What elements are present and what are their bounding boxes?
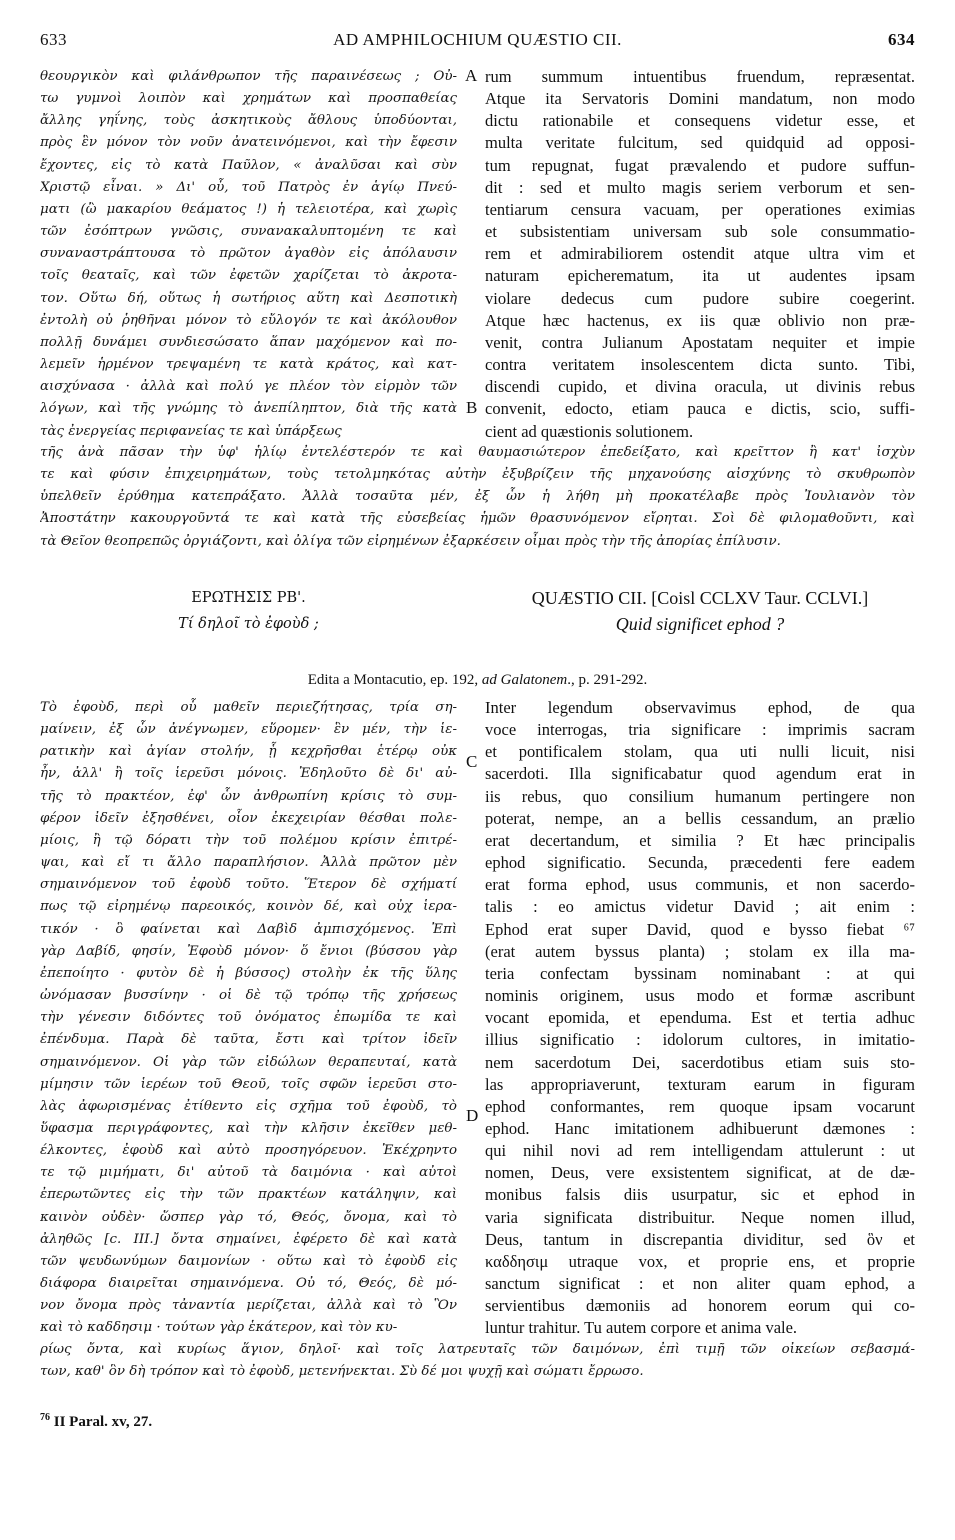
latin-text-line: et subsistentiam universam sub sole consummatio-	[485, 222, 915, 242]
latin-text-line: cient ad quæstionis solutionem.	[485, 421, 694, 441]
greek-text-line: τῆς τὸ πρακτέον, ἐφ' ὧν ἀνθρωπίνη κρίσις τὸ συμ-	[40, 788, 457, 804]
latin-text-line: Atque ita Servatoris Domini mandatum, non modo	[485, 89, 915, 109]
latin-text-line: tum repugnat, fugat prævalendo et pudore suffun-	[485, 155, 915, 175]
latin-text-line: dit : sed et multo magis seriem verborum et sen-	[485, 177, 915, 197]
greek-text-line: ἐντολὴ οὐ ῥηθῆναι μόνον τὸ εὔλογόν τε καὶ ἀκόλουθον	[40, 312, 457, 328]
greek-text-line: ἐπένδυμα. Παρὰ δὲ ταῦτα, ἔστι καὶ τρίτον ἰδεῖν	[40, 1032, 457, 1048]
latin-text-line: convenit, edocto, etiam pauca e dictis, scio, suffi-	[485, 399, 915, 419]
latin-text-line: tentiarum censura vacuam, per operationes eximias	[485, 199, 915, 219]
greek-text-line: πρὸς ἓν μόνον τὸν νοῦν ἀνατεινόμενοι, καὶ τὴν ἔφεσιν	[40, 135, 457, 151]
latin-text-line: Atque hæc hactenus, ex iis quæ oblivio non præ-	[485, 310, 915, 330]
latin-text-line: ephod conformantes, rem quoque ipsam vocarunt	[485, 1096, 915, 1116]
latin-text-line: nominis originem, usus modo et formæ ascribunt	[485, 986, 915, 1006]
greek-text-line: τε καὶ φύσιν ἐπιχειρημάτων, τοὺς τετολμηκότας αὐτὴν ἐξυβρίζειν τῆς μηχανούσης αἰσχύνης τὸ σκυθρωπὸν	[40, 467, 915, 483]
greek-text-line: σημαινόμενον τοῦ ἐφοὺδ τοῦτο. Ἕτερον δὲ σχήματί	[40, 877, 457, 893]
greek-full-width-top	[40, 442, 915, 553]
latin-text-line: rem et admirabiliorem ostendit atque ultra vim et	[485, 244, 915, 264]
footnote-text: II Paral. xv, 27.	[50, 1414, 153, 1430]
latin-text-line: et pontificalem stolam, qua uti nulli licuit, nisi	[485, 742, 915, 762]
greek-text-line: ἦν, ἀλλ' ἢ τοῖς ἱερεῦσι μόνοις. Ἐδηλοῦτο δὲ δι' αὐ-	[40, 766, 457, 782]
greek-text-line: τὰ Θεῖον θεοπρεπῶς ὀργιάζοντι, καὶ ὀλίγα τῶν εἰρημένων ἐξαρκέσειν οἶμαι πρὸς τὴν τῆς ἀπορίας ἐπίλυσιν.	[40, 533, 781, 549]
greek-text-line: τε τῷ μιμήματι, δι' αὐτοῦ τὰ δαιμόνια · καὶ αὐτοὶ	[40, 1165, 457, 1181]
greek-text-line: τῶν ἐσόπτρων γνῶσις, συνανακαλυπτομένη τε καὶ	[40, 224, 457, 240]
footnote	[40, 1412, 152, 1431]
greek-text-line: τὴν γένεσιν διδόντες τοῦ ὀνόματος ἐπωμίδα τε καὶ	[40, 1010, 457, 1026]
greek-text-line: αισχύνασα · ἀλλὰ καὶ πολύ γε πλέον τὸν εἱρμὸν τῶν	[40, 379, 457, 395]
greek-text-line: γὰρ Δαβίδ, φησίν, Ἐφοὺδ μόνον· ὅ ἔνιοι (βύσσου γὰρ	[40, 943, 457, 959]
latin-text-line: Inter legendum observavimus ephod, de qua	[485, 698, 915, 717]
greek-text-line: ματι (ὢ μακαρίου θεάματος !) ἡ τελειοτέρα, καὶ χωρὶς	[40, 201, 457, 217]
edition-note-italic: ad Galatonem	[481, 672, 568, 688]
edition-note-suffix: ., p. 291-292.	[567, 672, 648, 688]
greek-text-line: ψαι, καὶ εἴ τι ἄλλο παραπλήσιον. Ἀλλὰ πρῶτον μὲν	[40, 855, 457, 871]
margin-letter-b: B	[466, 398, 478, 417]
greek-text-line: τοῖς θεαταῖς, καὶ τῶν ἐφετῶν χαρίζεται τὸ ἀκροτα-	[40, 268, 457, 284]
latin-text-line: erat forma ephod, usus communis, et non sacerdo-	[485, 875, 915, 895]
greek-text-line: Τὸ ἐφοὺδ, περὶ οὗ μαθεῖν περιεζήτησας, τρία ση-	[40, 700, 457, 715]
greek-question-subtitle: Τί δηλοῖ τὸ ἐφοὺδ ;	[178, 616, 319, 632]
latin-text-line: naturam epicherematum, ita ut audentes ipsam	[485, 266, 915, 286]
greek-text-line: μίοις, ἢ τῷ δόρατι τὴν τοῦ πολέμου κρίσιν ἐπιτρέ-	[40, 832, 457, 848]
greek-text-line: τον. Οὕτω δή, οὕτως ἡ σωτήριος αὕτη καὶ Δεσποτικὴ	[40, 290, 457, 306]
latin-text-line: ephod. Hanc imitationem adhibuerunt dæmones :	[485, 1118, 915, 1138]
latin-text-line: poterat, nempe, an a bellis cessandum, an prælio	[485, 808, 915, 828]
latin-text-line: erat decertandum, et similia ? Et hæc principalis	[485, 830, 915, 850]
latin-text-line: voce interrogas, tria significare : imprimis sacram	[485, 720, 915, 740]
latin-text-line: contra veritatem insolescentem dicta sunto. Tibi,	[485, 355, 915, 375]
greek-text-line: ὕφασμα περιγράφοντες, καὶ τὴν κλῆσιν ἐκεῖθεν μεθ-	[40, 1120, 457, 1136]
latin-text-line: monibus falsis diis usurpatur, sic et ephod in	[485, 1185, 915, 1205]
latin-text-line: luntur trahitur. Tu autem corpore et anima vale.	[485, 1318, 798, 1338]
latin-text-line: venit, contra Julianum Apostatam nequiter et impie	[485, 332, 915, 352]
greek-question-title: ΕΡΩΤΗΣΙΣ ΡΒ'.	[191, 590, 306, 606]
page-number-right: 634	[888, 30, 915, 49]
greek-text-line: λόγων, καὶ τῆς γνώμης τὸ ἀνεπίληπτον, διὰ τῆς κατὰ	[40, 401, 457, 417]
greek-text-line: Ἀποστάτην κακουργοῦντά τε καὶ κατὰ τῆς εὐσεβείας ἡμῶν θρασυνόμενον εἴρηται. Σοὶ δὲ φιλομαθοῦντι, καὶ	[40, 511, 915, 527]
edition-note-prefix: Edita a Montacutio, ep. 192,	[307, 672, 482, 688]
greek-text-line: λὰς ἀφωρισμένας ἐτίθεντο εἰς σχῆμα τοῦ ἐφοὺδ, τὸ	[40, 1098, 457, 1114]
greek-text-line: ἄλλης γηΐνης, τοὺς ἀσκητικοὺς ἄθλους ὑποδύονται,	[40, 113, 457, 129]
greek-text-line: πολλῇ δυνάμει συνδιεσώσατο ἅπαν μαχόμενον καὶ πο-	[40, 334, 457, 350]
greek-text-line: μίμησιν τῶν ἱερέων τοῦ Θεοῦ, τοῖς σφῶν ἱερεῦσι στο-	[40, 1076, 457, 1092]
greek-text-line: νον ὄνομα πρὸς τἀναντία μερίζεται, ἀλλὰ καὶ τὸ Ὃν	[40, 1298, 457, 1314]
margin-letter-d: D	[466, 1106, 479, 1125]
greek-text-line: ἐπερωτῶντες εἰς τὴν τῶν πρακτέων κατάληψιν, καὶ	[40, 1187, 457, 1203]
greek-text-line: καινὸν οὐδὲν· ὥσπερ γὰρ τό, Θεός, ὄνομα, καὶ τὸ	[40, 1209, 457, 1225]
greek-text-line: διάφορα διαιρεῖται σημαινόμενα. Οὐ τό, Θεός, δὲ μό-	[40, 1276, 457, 1292]
greek-column-top	[40, 66, 457, 443]
greek-text-line: των, καθ' ὃν δὴ τρόπον καὶ τὸ ἐφοὺδ, μετενήνεκται. Σὺ δέ μοι ψυχῇ καὶ σώματι ἔρρωσο.	[40, 1364, 644, 1380]
greek-text-line: θεουργικὸν καὶ φιλάνθρωπον τῆς παραινέσεως ; Οὐ-	[40, 69, 457, 84]
greek-text-line: ἀληθῶς [c. III.] ὄντα σημαίνει, ἐφέρετο δὲ καὶ κατὰ	[40, 1231, 457, 1247]
greek-text-line: τικόν · ὃ φαίνεται καὶ Δαβὶδ ἀμπισχόμενος. Ἐπὶ	[40, 921, 457, 937]
margin-letter-a: A	[465, 66, 478, 85]
latin-text-line: dictu rationabile et consequens videtur esse, et	[485, 111, 915, 131]
latin-text-line: illius significatio : idolorum cultores, in imitatio-	[485, 1030, 915, 1050]
greek-text-line: ρίως ὄντα, καὶ κυρίως ἅγιον, δηλοῖ· καὶ τοῖς λατρευταῖς τῶν δαιμόνων, ἐπὶ τιμῇ τῶν οἰκείων σεβασμά-	[40, 1342, 915, 1357]
edition-note	[0, 672, 955, 689]
greek-column-body	[40, 697, 457, 1340]
latin-text-line: nomen, Deus, vere exsistentem significat, at de dæ-	[485, 1163, 915, 1183]
greek-text-line: μαίνειν, ἐξ ὧν ἀνέγνωμεν, εὕρομεν· ἓν μέν, τὴν ἱε-	[40, 722, 457, 738]
greek-text-line: ἔχοντες, εἰς τὸ κατὰ Παῦλον, « ἀναλῦσαι καὶ σὺν	[40, 157, 457, 173]
greek-text-line: ὑπελθεῖν ἐρύθημα κατεπράξατο. Ἀλλὰ τοσαῦτα μέν, ἐξ ὧν ἡ λήθη μὴ προκατέλαβε πρὸς Ἰουλιανὸν τὸν	[40, 489, 915, 505]
latin-question-title	[485, 588, 915, 609]
greek-text-line: Χριστῷ εἶναι. » Δι' οὗ, τοῦ Πατρὸς ἐν ἁγίῳ Πνεύ-	[40, 179, 457, 195]
greek-text-line: φέρον ἰδεῖν ἐξησθένει, οἷον ἐκεχειρίαν θέσθαι πολε-	[40, 810, 457, 826]
greek-text-line: ὠνόμασαν βυσσίνην · οἱ δὲ τῷ τρόπῳ τῆς χρήσεως	[40, 988, 457, 1004]
latin-text-line: discendi cupido, et divina oracula, ut divinis rebus	[485, 377, 915, 397]
greek-text-line: συναναστράπτουσα τὸ πρῶτον ἀγαθὸν εἰς ἀπόλαυσιν	[40, 246, 457, 262]
latin-column-top	[485, 66, 915, 443]
latin-text-line: καδδησιμ utraque vox, et proprie ens, et proprie	[485, 1251, 915, 1271]
latin-text-line: Ephod erat super David, quod e bysso fiebat ⁶⁷	[485, 919, 915, 939]
latin-column-body	[485, 697, 915, 1340]
latin-text-line: nem sacerdotum Dei, sacerdotibus etiam suis sto-	[485, 1052, 915, 1072]
latin-text-line: ephod significatio. Secunda, præcedenti fere eadem	[485, 853, 915, 873]
running-head	[40, 30, 915, 52]
running-title: AD AMPHILOCHIUM QUÆSTIO CII.	[333, 30, 622, 49]
latin-text-line: servientibus dæmoniis ad honorem eorum qui co-	[485, 1296, 915, 1316]
latin-text-line: varia significata distribuitur. Neque nomen illud,	[485, 1207, 915, 1227]
greek-text-line: πως τῷ εἰρημένῳ παρεοικός, κοινὸν δέ, καὶ οὐχ ἱερα-	[40, 899, 457, 915]
latin-text-line: teria confectam byssinam nominabant : at qui	[485, 963, 915, 983]
latin-text-line: rum summum intuentibus fruendum, repræsentat.	[485, 67, 915, 86]
latin-text-line: (erat autem byssus planta) ; stolam ex illa ma-	[485, 941, 915, 961]
latin-text-line: multa veritate fulcitum, sed quidquid ad opposi-	[485, 133, 915, 153]
greek-text-line: ἐπεποίητο · φυτὸν δὲ ἡ βύσσος) στολὴν ἐκ τῆς ὕλης	[40, 965, 457, 981]
latin-text-line: iis rebus, quo consilium humanum pertingere non	[485, 786, 915, 806]
latin-text-line: qui nihil novi ad rem intelligendam attulerunt : ut	[485, 1141, 915, 1161]
greek-text-line: τω γυμνοὶ λοιπὸν καὶ χρημάτων καὶ προσπαθείας	[40, 91, 457, 107]
greek-text-line: τῆς ἀνὰ πᾶσαν τὴν ὑφ' ἡλίῳ ἐντελέστερόν τε καὶ θαυμασιώτερον ἐπεδείξατο, καὶ κρεῖττον ἢ κατ' ἰσχὺν	[40, 445, 915, 460]
greek-text-line: τῶν ψευδωνύμων δαιμονίων · οὕτω καὶ τὸ ἐφοὺδ εἰς	[40, 1253, 457, 1269]
greek-text-line: λεμεῖν ἡρμένον τρεψαμένη τε κατὰ κράτος, καὶ κατ-	[40, 357, 457, 373]
page-number-left: 633	[40, 30, 67, 49]
latin-question-subtitle: Quid significet ephod ?	[615, 614, 785, 634]
greek-text-line: σημαινόμενον. Οἱ γὰρ τῶν εἰδώλων θεραπευταί, κατὰ	[40, 1054, 457, 1070]
latin-question-title-text: QUÆSTIO CII. [Coisl CCLXV Taur. CCLVI.]	[531, 588, 869, 608]
margin-letter-c: C	[466, 752, 478, 771]
latin-text-line: sacerdoti. Illa significabatur quod agendum erat in	[485, 764, 915, 784]
latin-text-line: sanctum significat : et non aliter quam ephod, a	[485, 1274, 915, 1294]
greek-text-line: καὶ τὸ καδδησιμ · τούτων γὰρ ἑκάτερον, καὶ τὸν κυ-	[40, 1320, 398, 1336]
latin-text-line: Deus, tantum in discrepantia dividitur, sed ὃν et	[485, 1229, 915, 1249]
latin-text-line: las appropriaverunt, texturam earum in figuram	[485, 1074, 915, 1094]
footnote-mark: 76	[40, 1412, 50, 1423]
greek-text-line: έλκοντες, ἐφοὺδ καὶ αὐτὸ προσηγόρευον. Ἐκέχρηντο	[40, 1143, 457, 1159]
greek-text-line: ρατικὴν καὶ ἁγίαν στολήν, ᾗ κεχρῆσθαι ἑτέρῳ οὐκ	[40, 744, 457, 760]
greek-full-width-bottom	[40, 1339, 915, 1383]
latin-text-line: talis : eo amictus videtur David ; ait enim :	[485, 897, 915, 917]
greek-text-line: τὰς ἐνεργείας περιφανείας τε καὶ ὑπάρξεως	[40, 423, 342, 439]
latin-text-line: violare dedecus cum pudore subire coegerint.	[485, 288, 915, 308]
latin-text-line: vocant epomida, et ependuma. Est et tertia adhuc	[485, 1008, 915, 1028]
